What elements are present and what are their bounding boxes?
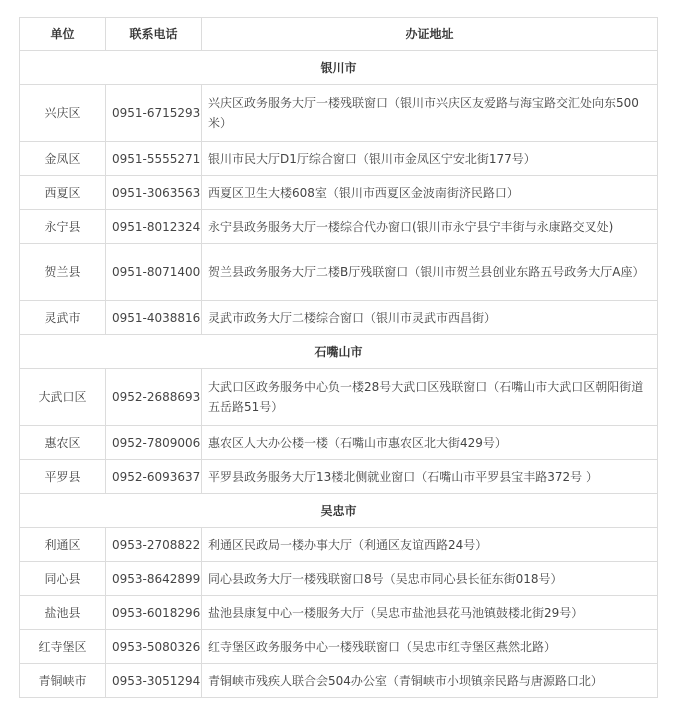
- phone-cell: 0952-7809006: [106, 426, 202, 460]
- address-cell: 盐池县康复中心一楼服务大厅（吴忠市盐池县花马池镇鼓楼北街29号）: [202, 596, 658, 630]
- city-group-row: [20, 494, 658, 528]
- table-row: [20, 369, 658, 426]
- table-row: [20, 596, 658, 630]
- unit-cell: 贺兰县: [20, 244, 106, 301]
- city-group-row: [20, 51, 658, 85]
- address-cell: 红寺堡区政务服务中心一楼残联窗口（吴忠市红寺堡区燕然北路）: [202, 630, 658, 664]
- unit-cell: 青铜峡市: [20, 664, 106, 698]
- address-cell: 惠农区人大办公楼一楼（石嘴山市惠农区北大街429号）: [202, 426, 658, 460]
- phone-cell: 0953-3051294: [106, 664, 202, 698]
- phone-cell: 0951-4038816: [106, 301, 202, 335]
- city-name: 银川市: [20, 51, 658, 85]
- table-header-row: [20, 18, 658, 51]
- address-cell: 平罗县政务服务大厅13楼北侧就业窗口（石嘴山市平罗县宝丰路372号 ）: [202, 460, 658, 494]
- phone-cell: 0953-2708822: [106, 528, 202, 562]
- table-row: [20, 85, 658, 142]
- phone-cell: 0951-6715293: [106, 85, 202, 142]
- unit-cell: 兴庆区: [20, 85, 106, 142]
- unit-cell: 盐池县: [20, 596, 106, 630]
- address-cell: 兴庆区政务服务大厅一楼残联窗口（银川市兴庆区友爱路与海宝路交汇处向东500米）: [202, 85, 658, 142]
- unit-cell: 平罗县: [20, 460, 106, 494]
- phone-cell: 0952-6093637: [106, 460, 202, 494]
- address-cell: 贺兰县政务服务大厅二楼B厅残联窗口（银川市贺兰县创业东路五号政务大厅A座）: [202, 244, 658, 301]
- address-cell: 青铜峡市残疾人联合会504办公室（青铜峡市小坝镇亲民路与唐源路口北）: [202, 664, 658, 698]
- header-address: 办证地址: [202, 18, 658, 51]
- certificate-office-table: [19, 17, 658, 698]
- city-group-row: [20, 335, 658, 369]
- header-phone: 联系电话: [106, 18, 202, 51]
- table-row: [20, 176, 658, 210]
- table-row: [20, 426, 658, 460]
- table-row: [20, 142, 658, 176]
- phone-cell: 0951-8012324: [106, 210, 202, 244]
- phone-cell: 0951-8071400: [106, 244, 202, 301]
- table-row: [20, 664, 658, 698]
- phone-cell: 0951-5555271: [106, 142, 202, 176]
- phone-cell: 0952-2688693: [106, 369, 202, 426]
- address-cell: 灵武市政务大厅二楼综合窗口（银川市灵武市西昌街）: [202, 301, 658, 335]
- address-cell: 永宁县政务服务大厅一楼综合代办窗口(银川市永宁县宁丰街与永康路交叉处): [202, 210, 658, 244]
- phone-cell: 0951-3063563: [106, 176, 202, 210]
- address-cell: 银川市民大厅D1厅综合窗口（银川市金凤区宁安北街177号）: [202, 142, 658, 176]
- table-row: [20, 301, 658, 335]
- city-name: 石嘴山市: [20, 335, 658, 369]
- unit-cell: 西夏区: [20, 176, 106, 210]
- phone-cell: 0953-6018296: [106, 596, 202, 630]
- unit-cell: 灵武市: [20, 301, 106, 335]
- table-row: [20, 460, 658, 494]
- unit-cell: 利通区: [20, 528, 106, 562]
- unit-cell: 红寺堡区: [20, 630, 106, 664]
- header-unit: 单位: [20, 18, 106, 51]
- table-row: [20, 630, 658, 664]
- address-cell: 大武口区政务服务中心负一楼28号大武口区残联窗口（石嘴山市大武口区朝阳街道五岳路51号）: [202, 369, 658, 426]
- unit-cell: 永宁县: [20, 210, 106, 244]
- unit-cell: 惠农区: [20, 426, 106, 460]
- table-row: [20, 244, 658, 301]
- table-row: [20, 562, 658, 596]
- table-row: [20, 528, 658, 562]
- address-cell: 同心县政务大厅一楼残联窗口8号（吴忠市同心县长征东街018号）: [202, 562, 658, 596]
- phone-cell: 0953-5080326: [106, 630, 202, 664]
- address-cell: 利通区民政局一楼办事大厅（利通区友谊西路24号）: [202, 528, 658, 562]
- phone-cell: 0953-8642899: [106, 562, 202, 596]
- table-row: [20, 210, 658, 244]
- unit-cell: 金凤区: [20, 142, 106, 176]
- address-cell: 西夏区卫生大楼608室（银川市西夏区金波南街济民路口）: [202, 176, 658, 210]
- city-name: 吴忠市: [20, 494, 658, 528]
- unit-cell: 同心县: [20, 562, 106, 596]
- unit-cell: 大武口区: [20, 369, 106, 426]
